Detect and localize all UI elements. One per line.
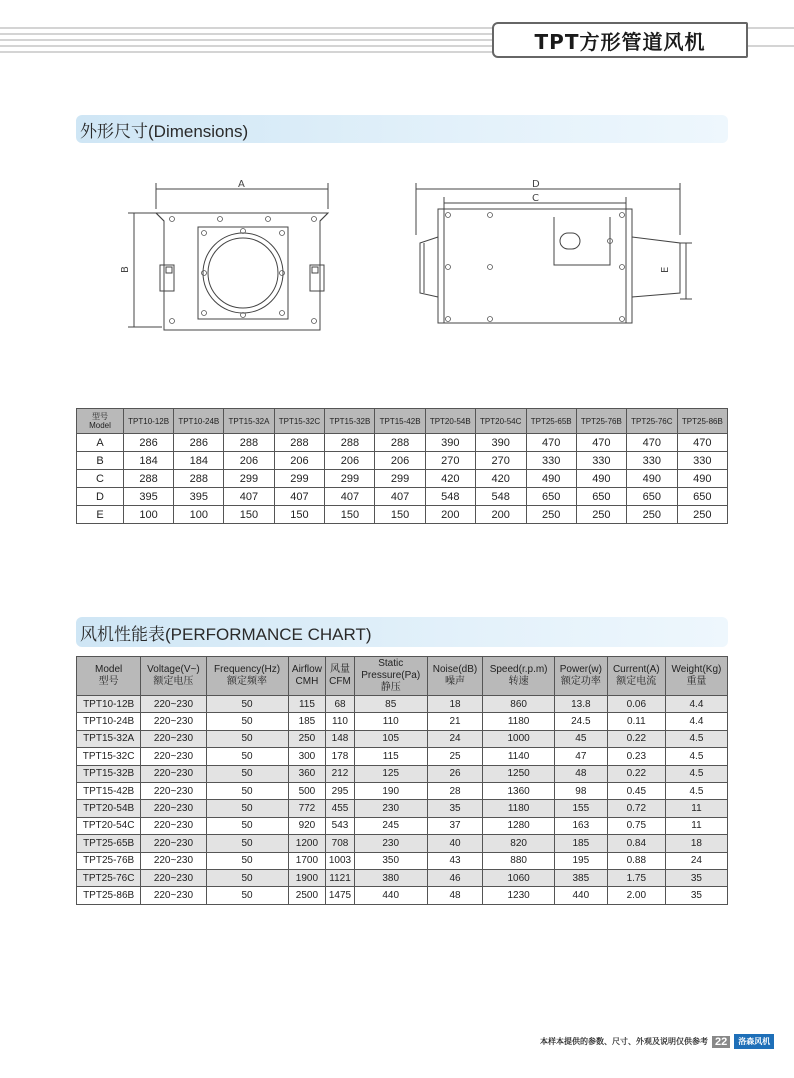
dimension-value-cell: 470 bbox=[626, 434, 677, 452]
dimension-value-cell: 250 bbox=[626, 506, 677, 524]
performance-value-cell: 125 bbox=[354, 765, 427, 782]
performance-value-cell: 50 bbox=[206, 730, 288, 747]
dimension-value-cell: 288 bbox=[375, 434, 425, 452]
dimension-value-cell: 270 bbox=[475, 452, 526, 470]
performance-value-cell: 50 bbox=[206, 800, 288, 817]
performance-value-cell: 220~230 bbox=[141, 748, 206, 765]
model-col-header: TPT15-32C bbox=[274, 409, 325, 434]
dimension-value-cell: 330 bbox=[677, 452, 727, 470]
performance-value-cell: 1230 bbox=[483, 887, 555, 904]
performance-value-cell: 50 bbox=[206, 817, 288, 834]
performance-row bbox=[77, 782, 728, 799]
performance-value-cell: 220~230 bbox=[141, 835, 206, 852]
svg-text:B: B bbox=[120, 266, 131, 273]
model-col-header: TPT15-32A bbox=[224, 409, 274, 434]
performance-model-cell: TPT20-54C bbox=[77, 817, 141, 834]
model-header-cell: 型号 Model bbox=[77, 409, 124, 434]
dimension-value-cell: 650 bbox=[576, 488, 626, 506]
performance-value-cell: 110 bbox=[354, 713, 427, 730]
dimension-value-cell: 470 bbox=[526, 434, 576, 452]
dimension-label-cell: C bbox=[77, 470, 124, 488]
performance-value-cell: 250 bbox=[288, 730, 326, 747]
performance-value-cell: 50 bbox=[206, 782, 288, 799]
dimension-value-cell: 150 bbox=[325, 506, 375, 524]
dimension-row bbox=[77, 488, 728, 506]
side-view-diagram bbox=[400, 175, 700, 335]
performance-value-cell: 708 bbox=[326, 835, 354, 852]
model-col-header: TPT15-42B bbox=[375, 409, 425, 434]
performance-header-cell: Static Pressure(Pa) 静压 bbox=[354, 657, 427, 696]
dimension-value-cell: 395 bbox=[174, 488, 224, 506]
dimension-label-cell: B bbox=[77, 452, 124, 470]
performance-value-cell: 0.22 bbox=[607, 765, 665, 782]
dimension-value-cell: 299 bbox=[224, 470, 274, 488]
performance-value-cell: 1140 bbox=[483, 748, 555, 765]
dimension-value-cell: 407 bbox=[325, 488, 375, 506]
performance-value-cell: 1003 bbox=[326, 852, 354, 869]
dimension-value-cell: 288 bbox=[274, 434, 325, 452]
performance-value-cell: 230 bbox=[354, 800, 427, 817]
performance-value-cell: 220~230 bbox=[141, 713, 206, 730]
page-number: 22 bbox=[712, 1036, 730, 1048]
dimension-value-cell: 650 bbox=[526, 488, 576, 506]
dimension-value-cell: 286 bbox=[124, 434, 174, 452]
svg-text:A: A bbox=[238, 179, 245, 190]
performance-value-cell: 1360 bbox=[483, 782, 555, 799]
dimension-value-cell: 150 bbox=[274, 506, 325, 524]
performance-value-cell: 11 bbox=[665, 800, 727, 817]
performance-value-cell: 0.72 bbox=[607, 800, 665, 817]
performance-value-cell: 47 bbox=[554, 748, 607, 765]
performance-value-cell: 50 bbox=[206, 887, 288, 904]
performance-value-cell: 300 bbox=[288, 748, 326, 765]
performance-value-cell: 18 bbox=[665, 835, 727, 852]
performance-value-cell: 4.5 bbox=[665, 782, 727, 799]
dimensions-table-header bbox=[77, 409, 728, 434]
performance-value-cell: 0.84 bbox=[607, 835, 665, 852]
dimension-value-cell: 490 bbox=[626, 470, 677, 488]
performance-value-cell: 0.75 bbox=[607, 817, 665, 834]
performance-value-cell: 1475 bbox=[326, 887, 354, 904]
performance-value-cell: 50 bbox=[206, 869, 288, 886]
performance-value-cell: 4.4 bbox=[665, 713, 727, 730]
performance-value-cell: 105 bbox=[354, 730, 427, 747]
dimension-value-cell: 330 bbox=[526, 452, 576, 470]
dimension-value-cell: 206 bbox=[325, 452, 375, 470]
performance-row bbox=[77, 713, 728, 730]
performance-model-cell: TPT10-24B bbox=[77, 713, 141, 730]
performance-value-cell: 4.5 bbox=[665, 765, 727, 782]
dimension-value-cell: 250 bbox=[526, 506, 576, 524]
performance-value-cell: 380 bbox=[354, 869, 427, 886]
performance-value-cell: 0.45 bbox=[607, 782, 665, 799]
performance-value-cell: 1280 bbox=[483, 817, 555, 834]
performance-value-cell: 13.8 bbox=[554, 696, 607, 713]
dimension-value-cell: 150 bbox=[224, 506, 274, 524]
performance-value-cell: 50 bbox=[206, 852, 288, 869]
performance-value-cell: 1121 bbox=[326, 869, 354, 886]
dimension-value-cell: 420 bbox=[475, 470, 526, 488]
performance-value-cell: 85 bbox=[354, 696, 427, 713]
dimension-value-cell: 299 bbox=[274, 470, 325, 488]
performance-value-cell: 2500 bbox=[288, 887, 326, 904]
performance-value-cell: 920 bbox=[288, 817, 326, 834]
performance-value-cell: 46 bbox=[427, 869, 482, 886]
performance-model-cell: TPT15-32A bbox=[77, 730, 141, 747]
performance-value-cell: 220~230 bbox=[141, 730, 206, 747]
dimension-value-cell: 407 bbox=[375, 488, 425, 506]
dimension-value-cell: 490 bbox=[576, 470, 626, 488]
dimension-value-cell: 548 bbox=[425, 488, 475, 506]
dimension-value-cell: 420 bbox=[425, 470, 475, 488]
dimension-value-cell: 390 bbox=[475, 434, 526, 452]
performance-header-cell: Noise(dB) 噪声 bbox=[427, 657, 482, 696]
performance-value-cell: 115 bbox=[288, 696, 326, 713]
dimension-value-cell: 150 bbox=[375, 506, 425, 524]
dimension-value-cell: 250 bbox=[677, 506, 727, 524]
performance-table-header bbox=[77, 657, 728, 696]
performance-value-cell: 37 bbox=[427, 817, 482, 834]
performance-row bbox=[77, 730, 728, 747]
performance-header-cell: Model 型号 bbox=[77, 657, 141, 696]
performance-value-cell: 50 bbox=[206, 765, 288, 782]
dimension-value-cell: 100 bbox=[174, 506, 224, 524]
dimension-value-cell: 390 bbox=[425, 434, 475, 452]
performance-model-cell: TPT15-32C bbox=[77, 748, 141, 765]
dimension-row bbox=[77, 452, 728, 470]
performance-value-cell: 295 bbox=[326, 782, 354, 799]
performance-value-cell: 1000 bbox=[483, 730, 555, 747]
dimension-value-cell: 200 bbox=[425, 506, 475, 524]
performance-header-cell: 风量 CFM bbox=[326, 657, 354, 696]
dimension-value-cell: 100 bbox=[124, 506, 174, 524]
performance-model-cell: TPT25-76C bbox=[77, 869, 141, 886]
page-title: TPT方形管道风机 bbox=[492, 22, 748, 58]
performance-value-cell: 220~230 bbox=[141, 852, 206, 869]
model-col-header: TPT25-76B bbox=[576, 409, 626, 434]
performance-value-cell: 500 bbox=[288, 782, 326, 799]
performance-value-cell: 4.5 bbox=[665, 730, 727, 747]
performance-row bbox=[77, 852, 728, 869]
performance-model-cell: TPT20-54B bbox=[77, 800, 141, 817]
dimension-value-cell: 270 bbox=[425, 452, 475, 470]
performance-row bbox=[77, 748, 728, 765]
performance-value-cell: 455 bbox=[326, 800, 354, 817]
performance-value-cell: 1250 bbox=[483, 765, 555, 782]
performance-value-cell: 195 bbox=[554, 852, 607, 869]
performance-value-cell: 0.23 bbox=[607, 748, 665, 765]
performance-value-cell: 148 bbox=[326, 730, 354, 747]
performance-value-cell: 543 bbox=[326, 817, 354, 834]
performance-value-cell: 1180 bbox=[483, 800, 555, 817]
performance-row bbox=[77, 869, 728, 886]
performance-row bbox=[77, 765, 728, 782]
performance-value-cell: 110 bbox=[326, 713, 354, 730]
performance-value-cell: 245 bbox=[354, 817, 427, 834]
dimension-value-cell: 470 bbox=[677, 434, 727, 452]
dimension-value-cell: 548 bbox=[475, 488, 526, 506]
performance-value-cell: 35 bbox=[665, 887, 727, 904]
front-view-diagram bbox=[120, 175, 350, 335]
performance-value-cell: 24.5 bbox=[554, 713, 607, 730]
performance-value-cell: 820 bbox=[483, 835, 555, 852]
dimension-value-cell: 395 bbox=[124, 488, 174, 506]
performance-value-cell: 230 bbox=[354, 835, 427, 852]
performance-value-cell: 21 bbox=[427, 713, 482, 730]
dimension-value-cell: 288 bbox=[124, 470, 174, 488]
performance-table bbox=[76, 656, 728, 905]
performance-value-cell: 772 bbox=[288, 800, 326, 817]
performance-value-cell: 178 bbox=[326, 748, 354, 765]
performance-value-cell: 26 bbox=[427, 765, 482, 782]
dimension-value-cell: 286 bbox=[174, 434, 224, 452]
performance-value-cell: 1200 bbox=[288, 835, 326, 852]
performance-value-cell: 18 bbox=[427, 696, 482, 713]
performance-value-cell: 185 bbox=[288, 713, 326, 730]
performance-value-cell: 40 bbox=[427, 835, 482, 852]
performance-value-cell: 48 bbox=[427, 887, 482, 904]
dimension-value-cell: 490 bbox=[526, 470, 576, 488]
performance-value-cell: 50 bbox=[206, 835, 288, 852]
performance-section-title: 风机性能表(PERFORMANCE CHART) bbox=[76, 617, 728, 647]
performance-value-cell: 11 bbox=[665, 817, 727, 834]
model-col-header: TPT10-12B bbox=[124, 409, 174, 434]
dimension-row bbox=[77, 470, 728, 488]
performance-value-cell: 35 bbox=[665, 869, 727, 886]
dimension-value-cell: 250 bbox=[576, 506, 626, 524]
dimension-value-cell: 200 bbox=[475, 506, 526, 524]
performance-value-cell: 212 bbox=[326, 765, 354, 782]
dimension-value-cell: 330 bbox=[576, 452, 626, 470]
performance-row bbox=[77, 835, 728, 852]
svg-text:D: D bbox=[532, 179, 540, 190]
performance-value-cell: 98 bbox=[554, 782, 607, 799]
performance-value-cell: 350 bbox=[354, 852, 427, 869]
dimension-value-cell: 206 bbox=[274, 452, 325, 470]
dimension-value-cell: 650 bbox=[626, 488, 677, 506]
performance-header-cell: Airflow CMH bbox=[288, 657, 326, 696]
performance-value-cell: 440 bbox=[354, 887, 427, 904]
performance-value-cell: 220~230 bbox=[141, 765, 206, 782]
performance-value-cell: 220~230 bbox=[141, 817, 206, 834]
performance-value-cell: 155 bbox=[554, 800, 607, 817]
model-col-header: TPT20-54C bbox=[475, 409, 526, 434]
dimensions-table bbox=[76, 408, 728, 524]
performance-value-cell: 1180 bbox=[483, 713, 555, 730]
footer-note: 本样本提供的参数、尺寸、外观及说明仅供参考 bbox=[540, 1037, 708, 1046]
dimension-value-cell: 299 bbox=[375, 470, 425, 488]
performance-value-cell: 220~230 bbox=[141, 800, 206, 817]
performance-value-cell: 220~230 bbox=[141, 887, 206, 904]
performance-model-cell: TPT10-12B bbox=[77, 696, 141, 713]
performance-value-cell: 1700 bbox=[288, 852, 326, 869]
performance-value-cell: 50 bbox=[206, 696, 288, 713]
dimension-value-cell: 184 bbox=[124, 452, 174, 470]
performance-value-cell: 185 bbox=[554, 835, 607, 852]
dimension-value-cell: 288 bbox=[174, 470, 224, 488]
performance-value-cell: 440 bbox=[554, 887, 607, 904]
performance-value-cell: 360 bbox=[288, 765, 326, 782]
performance-value-cell: 68 bbox=[326, 696, 354, 713]
dimension-value-cell: 206 bbox=[375, 452, 425, 470]
performance-value-cell: 24 bbox=[665, 852, 727, 869]
performance-row bbox=[77, 800, 728, 817]
dimension-row bbox=[77, 434, 728, 452]
performance-header-cell: Voltage(V~) 额定电压 bbox=[141, 657, 206, 696]
performance-row bbox=[77, 817, 728, 834]
performance-value-cell: 4.4 bbox=[665, 696, 727, 713]
performance-value-cell: 1060 bbox=[483, 869, 555, 886]
performance-header-cell: Current(A) 额定电流 bbox=[607, 657, 665, 696]
dimension-value-cell: 407 bbox=[224, 488, 274, 506]
dimension-value-cell: 184 bbox=[174, 452, 224, 470]
performance-model-cell: TPT25-65B bbox=[77, 835, 141, 852]
dimension-value-cell: 407 bbox=[274, 488, 325, 506]
performance-value-cell: 50 bbox=[206, 713, 288, 730]
performance-value-cell: 48 bbox=[554, 765, 607, 782]
performance-value-cell: 0.22 bbox=[607, 730, 665, 747]
model-col-header: TPT20-54B bbox=[425, 409, 475, 434]
performance-row bbox=[77, 696, 728, 713]
dimension-value-cell: 206 bbox=[224, 452, 274, 470]
brand-label: 洛森风机 bbox=[734, 1034, 774, 1049]
dimension-label-cell: E bbox=[77, 506, 124, 524]
performance-value-cell: 385 bbox=[554, 869, 607, 886]
performance-value-cell: 0.88 bbox=[607, 852, 665, 869]
performance-value-cell: 4.5 bbox=[665, 748, 727, 765]
performance-value-cell: 190 bbox=[354, 782, 427, 799]
model-col-header: TPT10-24B bbox=[174, 409, 224, 434]
performance-value-cell: 860 bbox=[483, 696, 555, 713]
performance-value-cell: 220~230 bbox=[141, 782, 206, 799]
dimension-row bbox=[77, 506, 728, 524]
model-col-header: TPT25-76C bbox=[626, 409, 677, 434]
dimension-value-cell: 650 bbox=[677, 488, 727, 506]
performance-value-cell: 2.00 bbox=[607, 887, 665, 904]
performance-value-cell: 1900 bbox=[288, 869, 326, 886]
performance-value-cell: 43 bbox=[427, 852, 482, 869]
performance-value-cell: 28 bbox=[427, 782, 482, 799]
dimension-value-cell: 299 bbox=[325, 470, 375, 488]
performance-value-cell: 220~230 bbox=[141, 696, 206, 713]
dimensions-section-title: 外形尺寸(Dimensions) bbox=[76, 115, 728, 143]
svg-text:C: C bbox=[532, 193, 539, 204]
performance-value-cell: 35 bbox=[427, 800, 482, 817]
performance-value-cell: 880 bbox=[483, 852, 555, 869]
performance-value-cell: 1.75 bbox=[607, 869, 665, 886]
performance-value-cell: 45 bbox=[554, 730, 607, 747]
dimension-value-cell: 330 bbox=[626, 452, 677, 470]
performance-header-cell: Speed(r.p.m) 转速 bbox=[483, 657, 555, 696]
performance-model-cell: TPT25-86B bbox=[77, 887, 141, 904]
dimension-value-cell: 288 bbox=[224, 434, 274, 452]
dimension-value-cell: 470 bbox=[576, 434, 626, 452]
performance-header-cell: Power(w) 额定功率 bbox=[554, 657, 607, 696]
performance-model-cell: TPT15-42B bbox=[77, 782, 141, 799]
dimension-value-cell: 288 bbox=[325, 434, 375, 452]
model-col-header: TPT15-32B bbox=[325, 409, 375, 434]
dimension-label-cell: D bbox=[77, 488, 124, 506]
performance-header-cell: Weight(Kg) 重量 bbox=[665, 657, 727, 696]
svg-text:E: E bbox=[660, 266, 671, 273]
performance-value-cell: 24 bbox=[427, 730, 482, 747]
performance-value-cell: 0.06 bbox=[607, 696, 665, 713]
performance-value-cell: 50 bbox=[206, 748, 288, 765]
footer bbox=[540, 1034, 774, 1049]
performance-value-cell: 25 bbox=[427, 748, 482, 765]
model-col-header: TPT25-65B bbox=[526, 409, 576, 434]
performance-model-cell: TPT25-76B bbox=[77, 852, 141, 869]
performance-value-cell: 220~230 bbox=[141, 869, 206, 886]
performance-header-cell: Frequency(Hz) 额定频率 bbox=[206, 657, 288, 696]
performance-model-cell: TPT15-32B bbox=[77, 765, 141, 782]
performance-value-cell: 115 bbox=[354, 748, 427, 765]
performance-value-cell: 0.11 bbox=[607, 713, 665, 730]
performance-row bbox=[77, 887, 728, 904]
model-col-header: TPT25-86B bbox=[677, 409, 727, 434]
dimension-value-cell: 490 bbox=[677, 470, 727, 488]
dimension-label-cell: A bbox=[77, 434, 124, 452]
performance-value-cell: 163 bbox=[554, 817, 607, 834]
